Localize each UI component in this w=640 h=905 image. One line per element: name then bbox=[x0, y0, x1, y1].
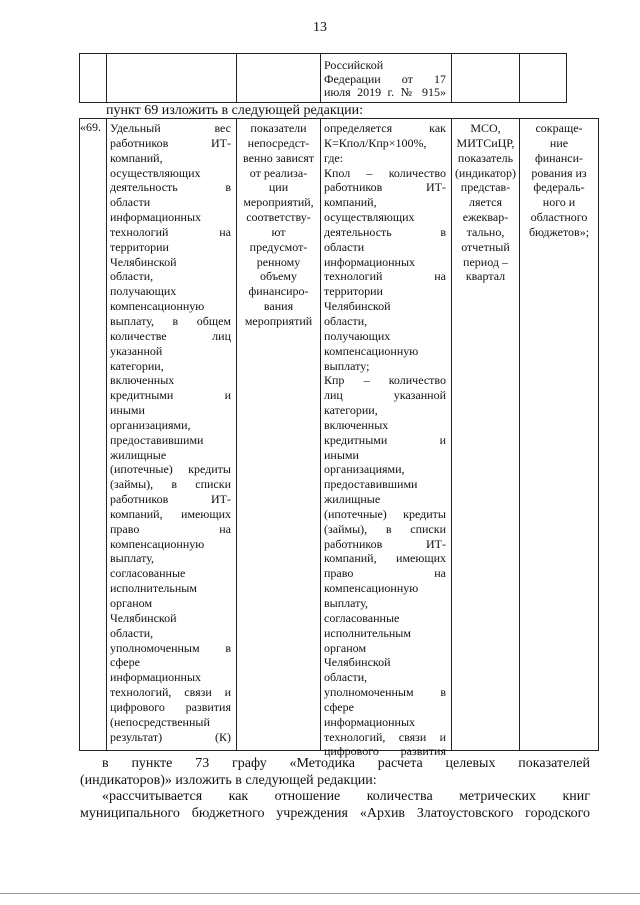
cell-line: технологий на bbox=[110, 224, 231, 239]
top-row-line: Федерации от 17 bbox=[324, 71, 446, 86]
cell-line: ренному bbox=[256, 254, 301, 269]
cell-line: (займы), в списки bbox=[324, 521, 446, 536]
cell-line: области bbox=[110, 195, 151, 210]
cell-line: непосредст- bbox=[247, 135, 310, 150]
cell-line: ного и bbox=[542, 195, 576, 210]
cell-line: получающих bbox=[110, 284, 177, 299]
cell-line: работников ИТ- bbox=[324, 536, 446, 551]
cell-line: областного bbox=[530, 210, 588, 225]
cell-line: сокраще- bbox=[535, 121, 583, 135]
paragraph-line: (индикаторов)» изложить в следующей редакции: bbox=[80, 772, 377, 788]
cell-line: (ипотечные) кредиты bbox=[324, 506, 446, 521]
cell-line: иными bbox=[324, 447, 359, 462]
cell-line: МСО, bbox=[470, 121, 501, 135]
cell-line: кредитными и bbox=[324, 432, 446, 447]
cell-line: компаний, имеющих bbox=[110, 506, 231, 521]
cell-line: объему bbox=[260, 269, 297, 284]
top-row-col4-text bbox=[324, 59, 446, 100]
cell-line: право на bbox=[110, 521, 231, 536]
cell-line: территории bbox=[324, 284, 383, 299]
cell-line: технологий, связи и bbox=[110, 685, 231, 700]
cell-line: информационных bbox=[324, 254, 416, 269]
cell-line: предоставившими bbox=[110, 432, 204, 447]
cell-line: области bbox=[324, 239, 365, 254]
cell-line: включенных bbox=[324, 417, 389, 432]
cell-line: мероприятий bbox=[244, 313, 313, 328]
cell-line: отчетный bbox=[461, 239, 510, 254]
cell-line: результат) (К) bbox=[110, 729, 231, 744]
risk-cell bbox=[520, 121, 598, 240]
cell-line: компаний, bbox=[110, 150, 163, 165]
cell-line: организациями, bbox=[324, 462, 405, 477]
cell-line: получающих bbox=[324, 328, 391, 343]
cell-line: уполномоченным в bbox=[324, 685, 446, 700]
cell-line: тально, bbox=[466, 224, 505, 239]
cell-line: количестве лиц bbox=[110, 328, 231, 343]
cell-line: бюджетов»; bbox=[528, 224, 590, 239]
paragraph-line: «рассчитывается как отношение количества метрических книг bbox=[102, 789, 590, 804]
indicator-cell bbox=[110, 121, 231, 744]
cell-line: Челябинской bbox=[110, 254, 177, 269]
cell-line: лиц указанной bbox=[324, 388, 446, 403]
cell-line: информационных bbox=[324, 714, 416, 729]
cell-line: области, bbox=[324, 670, 368, 685]
cell-line: Кпр – количество bbox=[324, 373, 446, 388]
cell-line: Челябинской bbox=[110, 610, 177, 625]
page-bottom-line bbox=[0, 893, 640, 894]
cell-line: К=Кпол/Кпр×100%, bbox=[324, 135, 427, 150]
cell-line: жилищные bbox=[324, 492, 381, 507]
cell-line: области, bbox=[110, 269, 154, 284]
cell-line: уполномоченным в bbox=[110, 640, 231, 655]
cell-line: предоставившими bbox=[324, 477, 418, 492]
cell-line: органом bbox=[110, 596, 153, 610]
cell-line: ции bbox=[268, 180, 289, 195]
cell-line: компаний, имеющих bbox=[324, 551, 446, 566]
cell-line: территории bbox=[110, 239, 169, 254]
dependency-cell bbox=[237, 121, 320, 329]
cell-line: (ипотечные) кредиты bbox=[110, 462, 231, 477]
cell-line: ежеквар- bbox=[462, 210, 509, 225]
cell-line: работников ИТ- bbox=[110, 492, 231, 507]
cell-line: работников ИТ- bbox=[110, 135, 231, 150]
cell-line: ние bbox=[549, 135, 569, 150]
cell-line: где: bbox=[324, 150, 344, 165]
cell-line: включенных bbox=[110, 373, 175, 388]
cell-line: жилищные bbox=[110, 447, 167, 462]
cell-line: федераль- bbox=[533, 180, 585, 195]
cell-line: кредитными и bbox=[110, 388, 231, 403]
cell-line: категории, bbox=[324, 403, 378, 418]
cell-line: работников ИТ- bbox=[324, 180, 446, 195]
paragraph-line: в пункте 73 графу «Методика расчета целевых показателей bbox=[102, 756, 590, 771]
cell-line: компенсационную bbox=[324, 343, 419, 358]
cell-line: деятельность в bbox=[110, 180, 231, 195]
method-cell bbox=[324, 121, 446, 759]
top-row-line: Российской bbox=[324, 58, 384, 72]
cell-line: области, bbox=[110, 625, 154, 640]
cell-line: финансиро- bbox=[248, 284, 309, 299]
cell-line: период – bbox=[463, 254, 508, 269]
cell-line: предусмот- bbox=[249, 239, 308, 254]
cell-line: категории, bbox=[110, 358, 164, 373]
cell-line: цифрового развития bbox=[324, 744, 446, 759]
cell-line: компенсационную bbox=[110, 536, 205, 551]
cell-line: Челябинской bbox=[324, 299, 391, 314]
cell-line: согласованные bbox=[110, 566, 186, 581]
cell-line: ют bbox=[271, 224, 286, 239]
cell-line: выплату; bbox=[324, 358, 370, 373]
cell-line: Кпол – количество bbox=[324, 165, 446, 180]
cell-line: соответству- bbox=[246, 210, 311, 225]
cell-line: Челябинской bbox=[324, 655, 391, 670]
cell-line: сфере bbox=[110, 655, 140, 670]
cell-line: иными bbox=[110, 403, 145, 418]
cell-line: (непосредственный bbox=[110, 714, 210, 729]
cell-line: Удельный вес bbox=[110, 121, 231, 135]
cell-line: деятельность в bbox=[324, 224, 446, 239]
cell-line: указанной bbox=[110, 343, 163, 358]
cell-line: вания bbox=[263, 299, 294, 314]
cell-line: технологий на bbox=[324, 269, 446, 284]
cell-line: определяется как bbox=[324, 121, 446, 135]
cell-line: выплату, в общем bbox=[110, 313, 231, 328]
cell-line: осуществляющих bbox=[324, 210, 415, 225]
paragraph-item-73 bbox=[80, 756, 590, 822]
top-row-line: июля 2019 г. № 915» bbox=[324, 85, 446, 99]
cell-line: исполнительным bbox=[110, 581, 197, 596]
cell-line: согласованные bbox=[324, 610, 400, 625]
cell-line: показатель bbox=[457, 150, 514, 165]
cell-line: рования из bbox=[531, 165, 587, 180]
cell-line: ляется bbox=[468, 195, 503, 210]
cell-line: выплату, bbox=[110, 551, 155, 566]
cell-line: цифрового развития bbox=[110, 699, 231, 714]
row-number: «69. bbox=[80, 120, 101, 134]
cell-line: компенсационную bbox=[324, 581, 419, 596]
cell-line: (индикатор) bbox=[454, 165, 517, 180]
cell-line: от реализа- bbox=[249, 165, 308, 180]
cell-line: выплату, bbox=[324, 596, 369, 610]
cell-line: органом bbox=[324, 640, 367, 655]
paragraph-line: муниципального бюджетного учреждения «Архив Златоустовского городского bbox=[80, 805, 590, 821]
cell-line: МИТСиЦР, bbox=[456, 135, 515, 150]
cell-line: представ- bbox=[460, 180, 511, 195]
page-number: 13 bbox=[313, 20, 327, 35]
source-cell bbox=[452, 121, 519, 284]
cell-line: квартал bbox=[465, 269, 506, 284]
instruction-item-69: пункт 69 изложить в следующей редакции: bbox=[106, 103, 363, 118]
cell-line: венно зависят bbox=[242, 150, 314, 165]
cell-line: мероприятий, bbox=[243, 195, 314, 210]
cell-line: информационных bbox=[110, 210, 202, 225]
cell-line: информационных bbox=[110, 670, 202, 685]
cell-line: сфере bbox=[324, 699, 354, 714]
cell-line: осуществляющих bbox=[110, 165, 201, 180]
cell-line: компенсационную bbox=[110, 299, 205, 314]
cell-line: показатели bbox=[250, 121, 307, 135]
cell-line: компаний, bbox=[324, 195, 377, 210]
cell-line: исполнительным bbox=[324, 625, 411, 640]
cell-line: право на bbox=[324, 566, 446, 581]
cell-line: технологий, связи и bbox=[324, 729, 446, 744]
cell-line: (займы), в списки bbox=[110, 477, 231, 492]
cell-line: области, bbox=[324, 313, 368, 328]
cell-line: организациями, bbox=[110, 417, 191, 432]
cell-line: финанси- bbox=[534, 150, 584, 165]
